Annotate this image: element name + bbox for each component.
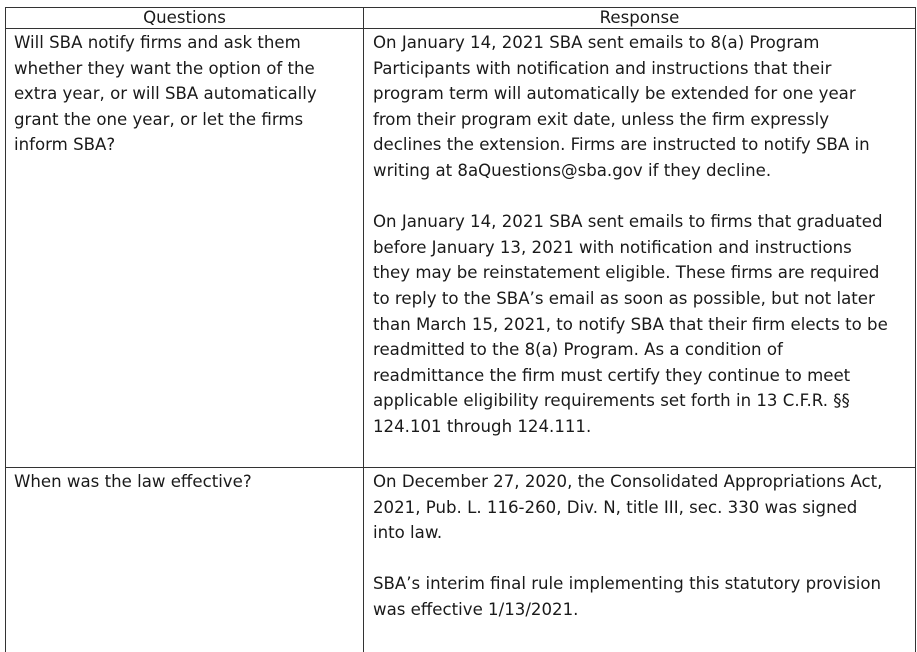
header-row bbox=[6, 8, 916, 29]
question-text: When was the law effective? bbox=[14, 472, 252, 491]
question-text: Will SBA notify firms and ask them whether they want the option of the extra year, or will SBA automatically grant the one year, or let the firms inform SBA? bbox=[14, 33, 317, 155]
question-cell bbox=[6, 29, 364, 468]
response-paragraph: On January 14, 2021 SBA sent emails to 8(a) Program Participants with notification and instructions that their program term will automatically be extended for one year from their program exit date, unless the firm expressly declines the extension. Firms are instructed to notify SBA in writing at 8aQuestions@sba.gov if they decline. bbox=[373, 33, 870, 180]
question-cell bbox=[6, 468, 364, 652]
response-cell bbox=[364, 468, 916, 652]
qa-table bbox=[5, 7, 916, 652]
response-header: Response bbox=[364, 8, 916, 29]
questions-header: Questions bbox=[6, 8, 364, 29]
table-row bbox=[6, 29, 916, 468]
response-paragraph: On December 27, 2020, the Consolidated Appropriations Act, 2021, Pub. L. 116-260, Div. N, title III, sec. 330 was signed into law. bbox=[373, 472, 883, 543]
table-row bbox=[6, 468, 916, 652]
response-cell bbox=[364, 29, 916, 468]
response-paragraph: On January 14, 2021 SBA sent emails to firms that graduated before January 13, 2021 with notification and instructions they may be reinstatement eligible. These firms are required to reply to the SBA’s email as soon as possible, but not later than March 15, 2021, to notify SBA that their firm elects to be readmitted to the 8(a) Program. As a condition of readmittance the firm must certify they continue to meet applicable eligibility requirements set forth in 13 C.F.R. §§ 124.101 through 124.111. bbox=[373, 212, 888, 436]
response-paragraph: SBA’s interim final rule implementing this statutory provision was effective 1/13/2021. bbox=[373, 574, 882, 619]
